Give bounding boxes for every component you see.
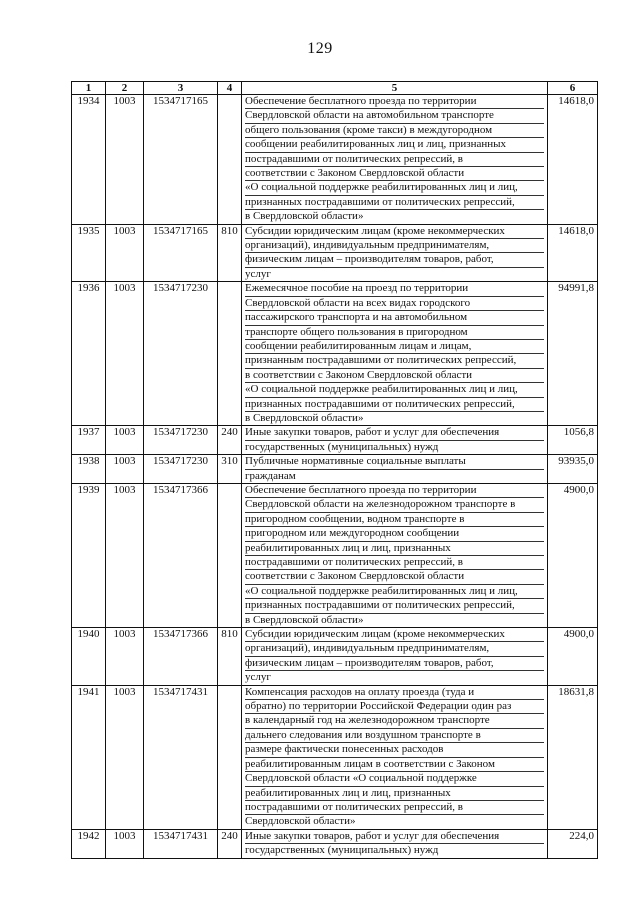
description-line: государственных (муниципальных) нужд (245, 440, 439, 453)
description-cell (242, 95, 548, 225)
description-line: пострадавшими от политических репрессий, в (245, 153, 544, 167)
description-cell (242, 685, 548, 829)
description-line: дальнего следования или воздушном транспорте в (245, 729, 544, 743)
expense-type-code: 240 (218, 426, 242, 455)
description-line: Свердловской области на автомобильном транспорте (245, 109, 544, 123)
description-line: пострадавшими от политических репрессий, в (245, 556, 544, 570)
description-line: в Свердловской области» (245, 411, 364, 424)
amount-cell: 224,0 (548, 829, 598, 858)
description-line: Субсидии юридическим лицам (кроме некоммерческих (245, 225, 544, 239)
description-line: реабилитированных лиц и лиц, признанных (245, 787, 544, 801)
description-cell (242, 455, 548, 484)
table-row (72, 224, 598, 282)
description-line: пригородном сообщении, водном транспорте в (245, 513, 544, 527)
expense-type-code: 240 (218, 829, 242, 858)
description-cell (242, 829, 548, 858)
amount-cell: 1056,8 (548, 426, 598, 455)
description-line: Свердловской области» (245, 815, 356, 828)
section-code: 1003 (106, 426, 144, 455)
description-line: в Свердловской области» (245, 613, 364, 626)
description-line: Иные закупки товаров, работ и услуг для обеспечения (245, 426, 544, 440)
header-col-1: 1 (72, 82, 106, 95)
amount-cell: 14618,0 (548, 224, 598, 282)
section-code: 1003 (106, 628, 144, 686)
expense-type-code: 810 (218, 628, 242, 686)
description-line: Компенсация расходов на оплату проезда (туда и (245, 686, 544, 700)
target-article-code: 1534717431 (144, 685, 218, 829)
section-code: 1003 (106, 483, 144, 627)
header-col-2: 2 (106, 82, 144, 95)
row-number: 1935 (72, 224, 106, 282)
description-cell (242, 628, 548, 686)
amount-cell: 18631,8 (548, 685, 598, 829)
description-line: организаций), индивидуальным предпринимателям, (245, 239, 544, 253)
description-line: Свердловской области на всех видах городского (245, 297, 544, 311)
description-line: признанных пострадавшими от политических репрессий, (245, 398, 544, 412)
target-article-code: 1534717431 (144, 829, 218, 858)
row-number: 1941 (72, 685, 106, 829)
description-line: Иные закупки товаров, работ и услуг для обеспечения (245, 830, 544, 844)
table-header-row (72, 82, 598, 95)
header-col-6: 6 (548, 82, 598, 95)
table-row (72, 455, 598, 484)
row-number: 1934 (72, 95, 106, 225)
description-line: Ежемесячное пособие на проезд по территории (245, 282, 544, 296)
description-line: соответствии с Законом Свердловской области (245, 167, 544, 181)
section-code: 1003 (106, 685, 144, 829)
description-line: Обеспечение бесплатного проезда по территории (245, 95, 544, 109)
description-line: «О социальной поддержке реабилитированных лиц и лиц, (245, 585, 544, 599)
description-line: в соответствии с Законом Свердловской области (245, 369, 544, 383)
description-line: общего пользования (кроме такси) в междугородном (245, 124, 544, 138)
description-line: Свердловской области на железнодорожном транспорте в (245, 498, 544, 512)
description-line: «О социальной поддержке реабилитированных лиц и лиц, (245, 383, 544, 397)
description-line: признанных пострадавшими от политических репрессий, (245, 196, 544, 210)
section-code: 1003 (106, 455, 144, 484)
table-body (72, 95, 598, 859)
description-line: в Свердловской области» (245, 210, 364, 223)
row-number: 1939 (72, 483, 106, 627)
amount-cell: 93935,0 (548, 455, 598, 484)
section-code: 1003 (106, 829, 144, 858)
expense-type-code: 310 (218, 455, 242, 484)
description-line: в календарный год на железнодорожном транспорте (245, 714, 544, 728)
expense-type-code (218, 483, 242, 627)
table-row (72, 829, 598, 858)
amount-cell: 94991,8 (548, 282, 598, 426)
description-line: услуг (245, 267, 271, 280)
target-article-code: 1534717165 (144, 224, 218, 282)
expense-type-code (218, 95, 242, 225)
row-number: 1936 (72, 282, 106, 426)
description-cell (242, 483, 548, 627)
description-line: Субсидии юридическим лицам (кроме некоммерческих (245, 628, 544, 642)
table-row (72, 685, 598, 829)
description-line: физическим лицам – производителям товаров, работ, (245, 253, 544, 267)
description-line: реабилитированным лицам в соответствии с Законом (245, 758, 544, 772)
description-line: физическим лицам – производителям товаров, работ, (245, 657, 544, 671)
row-number: 1940 (72, 628, 106, 686)
description-cell (242, 282, 548, 426)
row-number: 1938 (72, 455, 106, 484)
description-cell (242, 224, 548, 282)
section-code: 1003 (106, 95, 144, 225)
description-line: пострадавшими от политических репрессий, в (245, 801, 544, 815)
description-line: пригородном или междугородном сообщении (245, 527, 544, 541)
description-line: услуг (245, 671, 271, 684)
description-line: «О социальной поддержке реабилитированных лиц и лиц, (245, 181, 544, 195)
description-line: Обеспечение бесплатного проезда по территории (245, 484, 544, 498)
description-line: организаций), индивидуальным предпринимателям, (245, 642, 544, 656)
description-line: государственных (муниципальных) нужд (245, 844, 439, 857)
budget-table (71, 81, 598, 859)
target-article-code: 1534717366 (144, 483, 218, 627)
description-line: обратно) по территории Российской Федерации один раз (245, 700, 544, 714)
expense-type-code: 810 (218, 224, 242, 282)
description-line: гражданам (245, 469, 296, 482)
row-number: 1942 (72, 829, 106, 858)
description-line: пассажирского транспорта и на автомобильном (245, 311, 544, 325)
description-line: признанным пострадавшими от политических репрессий, (245, 354, 544, 368)
table-row (72, 426, 598, 455)
row-number: 1937 (72, 426, 106, 455)
description-line: реабилитированных лиц и лиц, признанных (245, 542, 544, 556)
section-code: 1003 (106, 282, 144, 426)
amount-cell: 14618,0 (548, 95, 598, 225)
description-line: Публичные нормативные социальные выплаты (245, 455, 544, 469)
description-line: Свердловской области «О социальной поддержке (245, 772, 544, 786)
amount-cell: 4900,0 (548, 628, 598, 686)
section-code: 1003 (106, 224, 144, 282)
description-line: сообщении реабилитированных лиц и лиц, признанных (245, 138, 544, 152)
description-line: признанных пострадавшими от политических репрессий, (245, 599, 544, 613)
target-article-code: 1534717366 (144, 628, 218, 686)
expense-type-code (218, 685, 242, 829)
target-article-code: 1534717230 (144, 426, 218, 455)
description-cell (242, 426, 548, 455)
expense-type-code (218, 282, 242, 426)
table-row (72, 628, 598, 686)
target-article-code: 1534717165 (144, 95, 218, 225)
header-col-5: 5 (242, 82, 548, 95)
target-article-code: 1534717230 (144, 282, 218, 426)
description-line: соответствии с Законом Свердловской области (245, 570, 544, 584)
page-number: 129 (307, 40, 333, 57)
target-article-code: 1534717230 (144, 455, 218, 484)
description-line: размере фактически понесенных расходов (245, 743, 544, 757)
header-col-4: 4 (218, 82, 242, 95)
table-row (72, 95, 598, 225)
table-row (72, 282, 598, 426)
table-row (72, 483, 598, 627)
description-line: сообщении реабилитированным лицам и лицам, (245, 340, 544, 354)
description-line: транспорте общего пользования в пригородном (245, 326, 544, 340)
header-col-3: 3 (144, 82, 218, 95)
amount-cell: 4900,0 (548, 483, 598, 627)
